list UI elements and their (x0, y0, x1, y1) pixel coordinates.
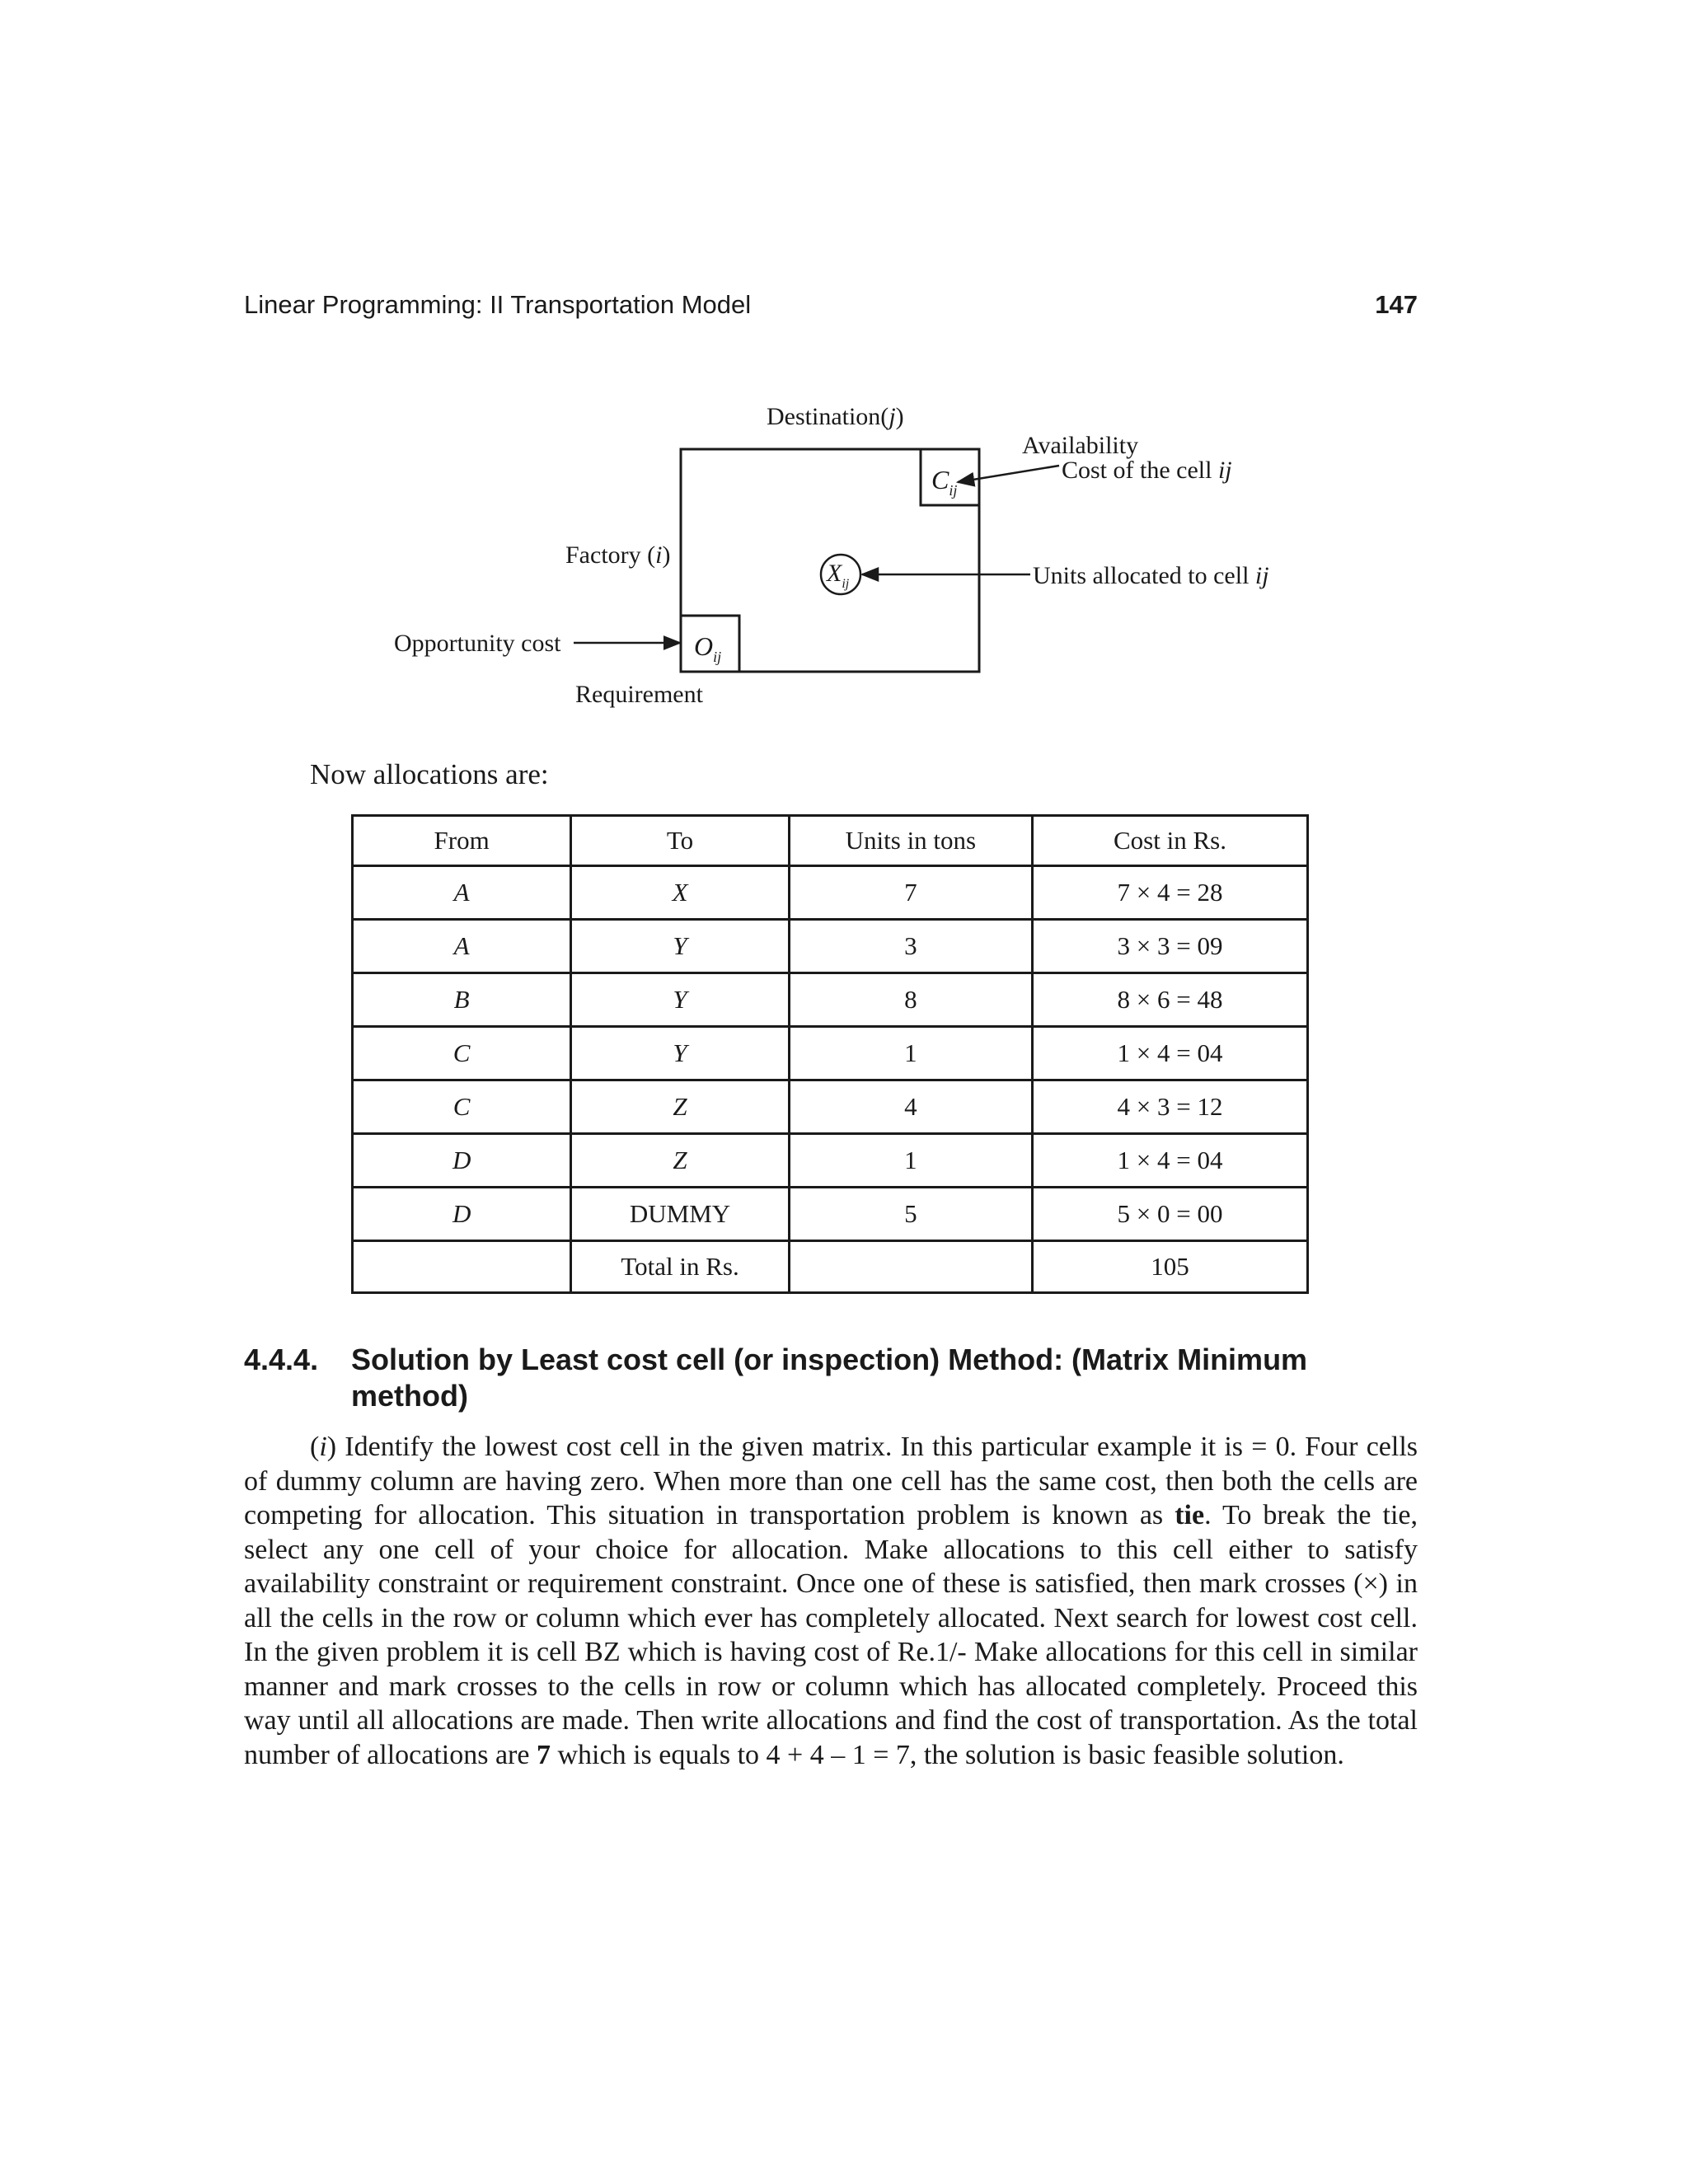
cell-from: C (353, 1027, 571, 1080)
paragraph-bold-seven: 7 (536, 1739, 551, 1770)
diagram-svg (387, 391, 1335, 738)
cell-cost: 1 × 4 = 04 (1032, 1134, 1307, 1188)
cell-to: Z (571, 1134, 789, 1188)
paragraph-text-3: which is equals to 4 + 4 – 1 = 7, the solution is basic feasible solution. (550, 1739, 1344, 1770)
allocation-table (351, 814, 1309, 1294)
cell-to: Z (571, 1080, 789, 1134)
cell-to: DUMMY (571, 1188, 789, 1241)
opportunity-cost-label: Opportunity cost (394, 630, 561, 657)
table-row (353, 1027, 1308, 1080)
units-allocated-label: Units allocated to cell ij (1033, 562, 1269, 589)
running-header-title: Linear Programming: II Transportation Model (244, 290, 752, 319)
cell-cost: 5 × 0 = 00 (1032, 1188, 1307, 1241)
cell-units: 5 (789, 1188, 1032, 1241)
table-total-row (353, 1241, 1308, 1293)
cell-units: 7 (789, 866, 1032, 920)
table-row (353, 1080, 1308, 1134)
cell-cost: 7 × 4 = 28 (1032, 866, 1307, 920)
cost-arrow (958, 466, 1059, 482)
total-value: 105 (1032, 1241, 1307, 1293)
cell-cost: 3 × 3 = 09 (1032, 920, 1307, 973)
table-header-row (353, 816, 1308, 866)
destination-label: Destination(j) (767, 403, 904, 430)
cell-cost: 4 × 3 = 12 (1032, 1080, 1307, 1134)
paragraph-text-2: . To break the tie, select any one cell of your choice for allocation. Make allocations to this cell either to satisfy availability constraint or requirement constraint. Once one of these is satisfied, then mark crosses (×) in all the cells in the row or column which ever has completely allocated. Next search for lowest cost cell. In the given problem it is cell BZ which is having cost of Re.1/- Make allocations for this cell in similar manner and mark crosses to the cells in row or column which has allocated completely. Proceed this way until all allocations are made. Then write allocations and find the cost of transportation. As the total number of allocations are (244, 1500, 1418, 1770)
paragraph-italic-i: i (319, 1432, 327, 1462)
cell-units: 8 (789, 973, 1032, 1027)
cell-from: C (353, 1080, 571, 1134)
cell-from: D (353, 1134, 571, 1188)
table-row (353, 920, 1308, 973)
cell-units: 1 (789, 1027, 1032, 1080)
intro-text: Now allocations are: (310, 758, 549, 790)
table-row (353, 973, 1308, 1027)
body-paragraph (244, 1430, 1418, 1772)
cell-from: B (353, 973, 571, 1027)
cell-from: D (353, 1188, 571, 1241)
cell-units: 4 (789, 1080, 1032, 1134)
header-cost: Cost in Rs. (1032, 816, 1307, 866)
requirement-label: Requirement (575, 681, 703, 708)
table-row (353, 1134, 1308, 1188)
page-number: 147 (1375, 290, 1418, 319)
cell-cost: 1 × 4 = 04 (1032, 1027, 1307, 1080)
cost-of-cell-label: Cost of the cell ij (1062, 457, 1232, 484)
header-to: To (571, 816, 789, 866)
table-row (353, 1188, 1308, 1241)
cell-units: 3 (789, 920, 1032, 973)
paragraph-text-1: Identify the lowest cost cell in the given matrix. In this particular example it is = 0. Four cells of dummy column are having zero. When more than one cell has the same cost, then both the cells are competing for allocation. This situation in transportation problem is known as (244, 1432, 1418, 1530)
cell-to: Y (571, 920, 789, 973)
table-row (353, 866, 1308, 920)
cell-cost: 8 × 6 = 48 (1032, 973, 1307, 1027)
cell-from: A (353, 920, 571, 973)
cell-to: Y (571, 1027, 789, 1080)
total-label: Total in Rs. (571, 1241, 789, 1293)
cell-empty (353, 1241, 571, 1293)
factory-label: Factory (i) (565, 541, 671, 569)
cell-to: X (571, 866, 789, 920)
cell-empty (789, 1241, 1032, 1293)
paragraph-close-paren: ) (326, 1432, 337, 1462)
section-title: Solution by Least cost cell (or inspection) Method: (Matrix Minimum method) (351, 1343, 1308, 1413)
paragraph-open-paren: ( (310, 1432, 320, 1462)
cell-opportunity-symbol: $O_{ij}$ (694, 631, 722, 665)
header-from: From (353, 816, 571, 866)
header-units: Units in tons (789, 816, 1032, 866)
cell-units: 1 (789, 1134, 1032, 1188)
cell-units-symbol: $X_{ij}$ (827, 560, 850, 591)
section-number: 4.4.4. (244, 1343, 319, 1376)
paragraph-bold-tie: tie (1175, 1500, 1205, 1530)
availability-label: Availability (1022, 432, 1139, 459)
transportation-cell-diagram (387, 391, 1335, 738)
cell-from: A (353, 866, 571, 920)
running-header (244, 290, 1418, 326)
cell-cost-symbol: $C_{ij}$ (931, 465, 958, 499)
cell-to: Y (571, 973, 789, 1027)
